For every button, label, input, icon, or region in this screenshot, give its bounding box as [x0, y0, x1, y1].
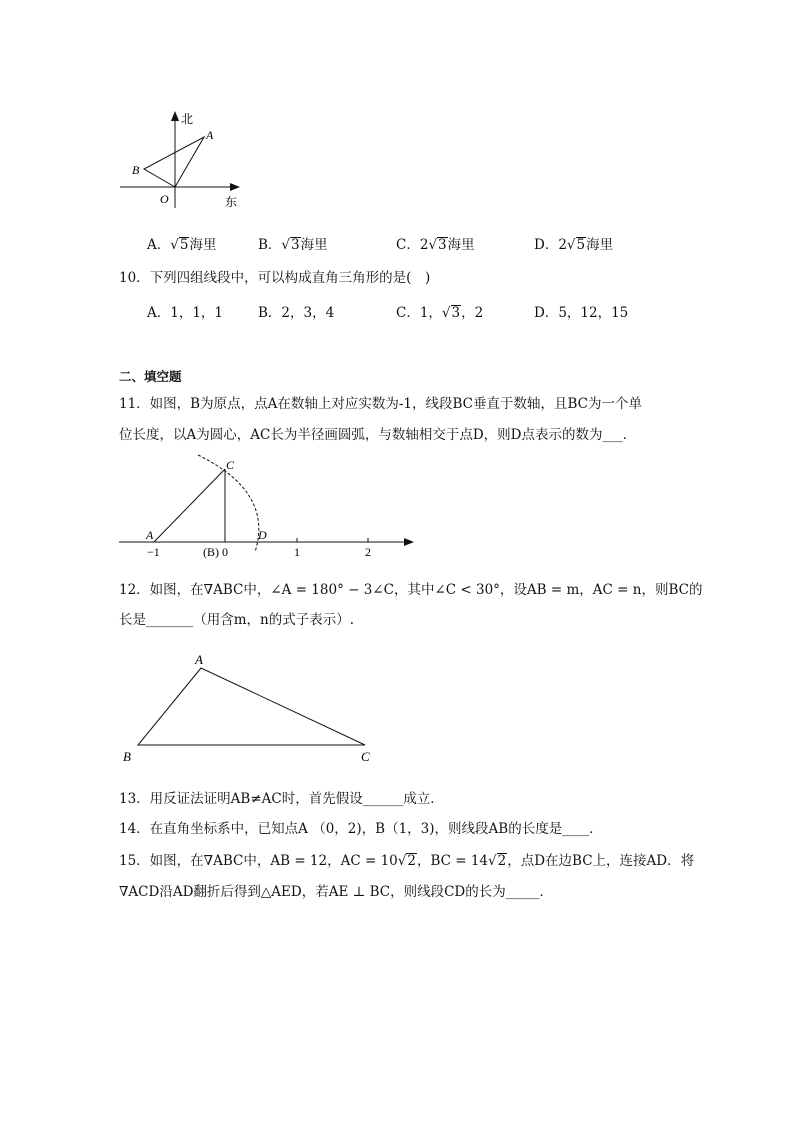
option-label: B．: [258, 237, 282, 253]
number-line-arrowhead: [404, 538, 414, 546]
option-text: ，2: [461, 305, 484, 321]
q15-radicand: 2: [497, 853, 507, 869]
q15-text: 15．如图，在∇ABC中，AB = 12，AC = 10: [119, 853, 398, 869]
section-title: 二、填空题: [119, 369, 182, 384]
label-a: A: [195, 652, 203, 667]
q11-line-2: 位长度，以A为圆心，AC长为半径画圆弧，与数轴相交于点D，则D点表示的数为___．: [119, 427, 637, 443]
figure-q11-number-line: [114, 452, 420, 562]
option-text: C．1，: [396, 305, 442, 321]
q15-radicand: 2: [407, 853, 416, 869]
east-arrowhead: [230, 183, 240, 191]
q15-line-1: 15．如图，在∇ABC中，AB = 12，AC = 10√2，BC = 14√2，点D在边BC上，连接AD．将: [119, 853, 695, 869]
q10-option-c: C．1，√3，2: [396, 305, 484, 321]
label-north: 北: [181, 112, 194, 126]
tick-label-neg1: −1: [147, 545, 160, 559]
option-coef: 2: [558, 237, 567, 253]
q14-text: 14．在直角坐标系中，已知点A （0，2)，B（1，3)，则线段AB的长度是____．: [119, 821, 603, 837]
q11-line-1: 11．如图，B为原点，点A在数轴上对应实数为-1，线段BC垂直于数轴，且BC为一个单: [119, 396, 642, 412]
q9-option-a: A．√5海里: [147, 237, 217, 253]
label-b: B: [123, 749, 131, 764]
triangle-oab: [144, 137, 204, 187]
label-c: C: [226, 458, 235, 472]
q12-line-2: 长是_______（用含m，n的式子表示）.: [119, 612, 355, 628]
label-a: A: [206, 128, 214, 142]
segment-ac: [154, 469, 225, 542]
option-radicand: 3: [291, 237, 300, 253]
q9-option-c: C．2√3海里: [396, 237, 475, 253]
tick-label-2: 2: [365, 545, 371, 559]
q12-line-1: 12．如图，在∇ABC中，∠A = 180° − 3∠C，其中∠C < 30°，设AB = m，AC = n，则BC的: [119, 582, 703, 598]
q10-option-b: B．2，3，4: [258, 305, 335, 321]
option-unit: 海里: [300, 237, 328, 253]
q13-text: 13．用反证法证明AB≠AC时，首先假设______成立．: [119, 791, 444, 807]
q10-option-a: A．1，1，1: [147, 305, 224, 321]
q9-option-d: D．2√5海里: [534, 237, 614, 253]
figure-q12-triangle: [118, 645, 378, 770]
tick-label-b0: (B) 0: [203, 545, 228, 559]
option-label: A．: [147, 237, 171, 253]
option-radicand: 5: [179, 237, 189, 253]
option-radicand: 3: [438, 237, 447, 253]
option-coef: 2: [419, 237, 429, 253]
label-o: O: [160, 192, 169, 206]
north-arrowhead: [171, 111, 179, 121]
q10-option-d: D．5，12，15: [534, 305, 629, 321]
option-radicand: 3: [451, 305, 461, 321]
label-a: A: [146, 528, 154, 542]
triangle-abc: [138, 668, 365, 745]
option-unit: 海里: [586, 237, 614, 253]
q9-option-b: B．√3海里: [258, 237, 328, 253]
option-unit: 海里: [447, 237, 475, 253]
q15-text: ，点D在边BC上，连接AD．将: [507, 853, 695, 869]
label-d: D: [258, 528, 267, 542]
label-b: B: [132, 163, 140, 177]
q10-stem: 10．下列四组线段中，可以构成直角三角形的是( ): [119, 270, 431, 286]
figure-q9: [116, 108, 246, 212]
option-radicand: 5: [576, 237, 586, 253]
label-east: 东: [225, 195, 238, 209]
label-c: C: [361, 749, 370, 764]
tick-label-1: 1: [294, 545, 300, 559]
option-unit: 海里: [189, 237, 217, 253]
option-label: D．: [534, 237, 559, 253]
option-label: C．: [396, 237, 420, 253]
q15-text: ，BC = 14: [416, 853, 489, 869]
q15-line-2: ∇ACD沿AD翻折后得到△AED，若AE ⊥ BC，则线段CD的长为_____．: [119, 884, 553, 900]
